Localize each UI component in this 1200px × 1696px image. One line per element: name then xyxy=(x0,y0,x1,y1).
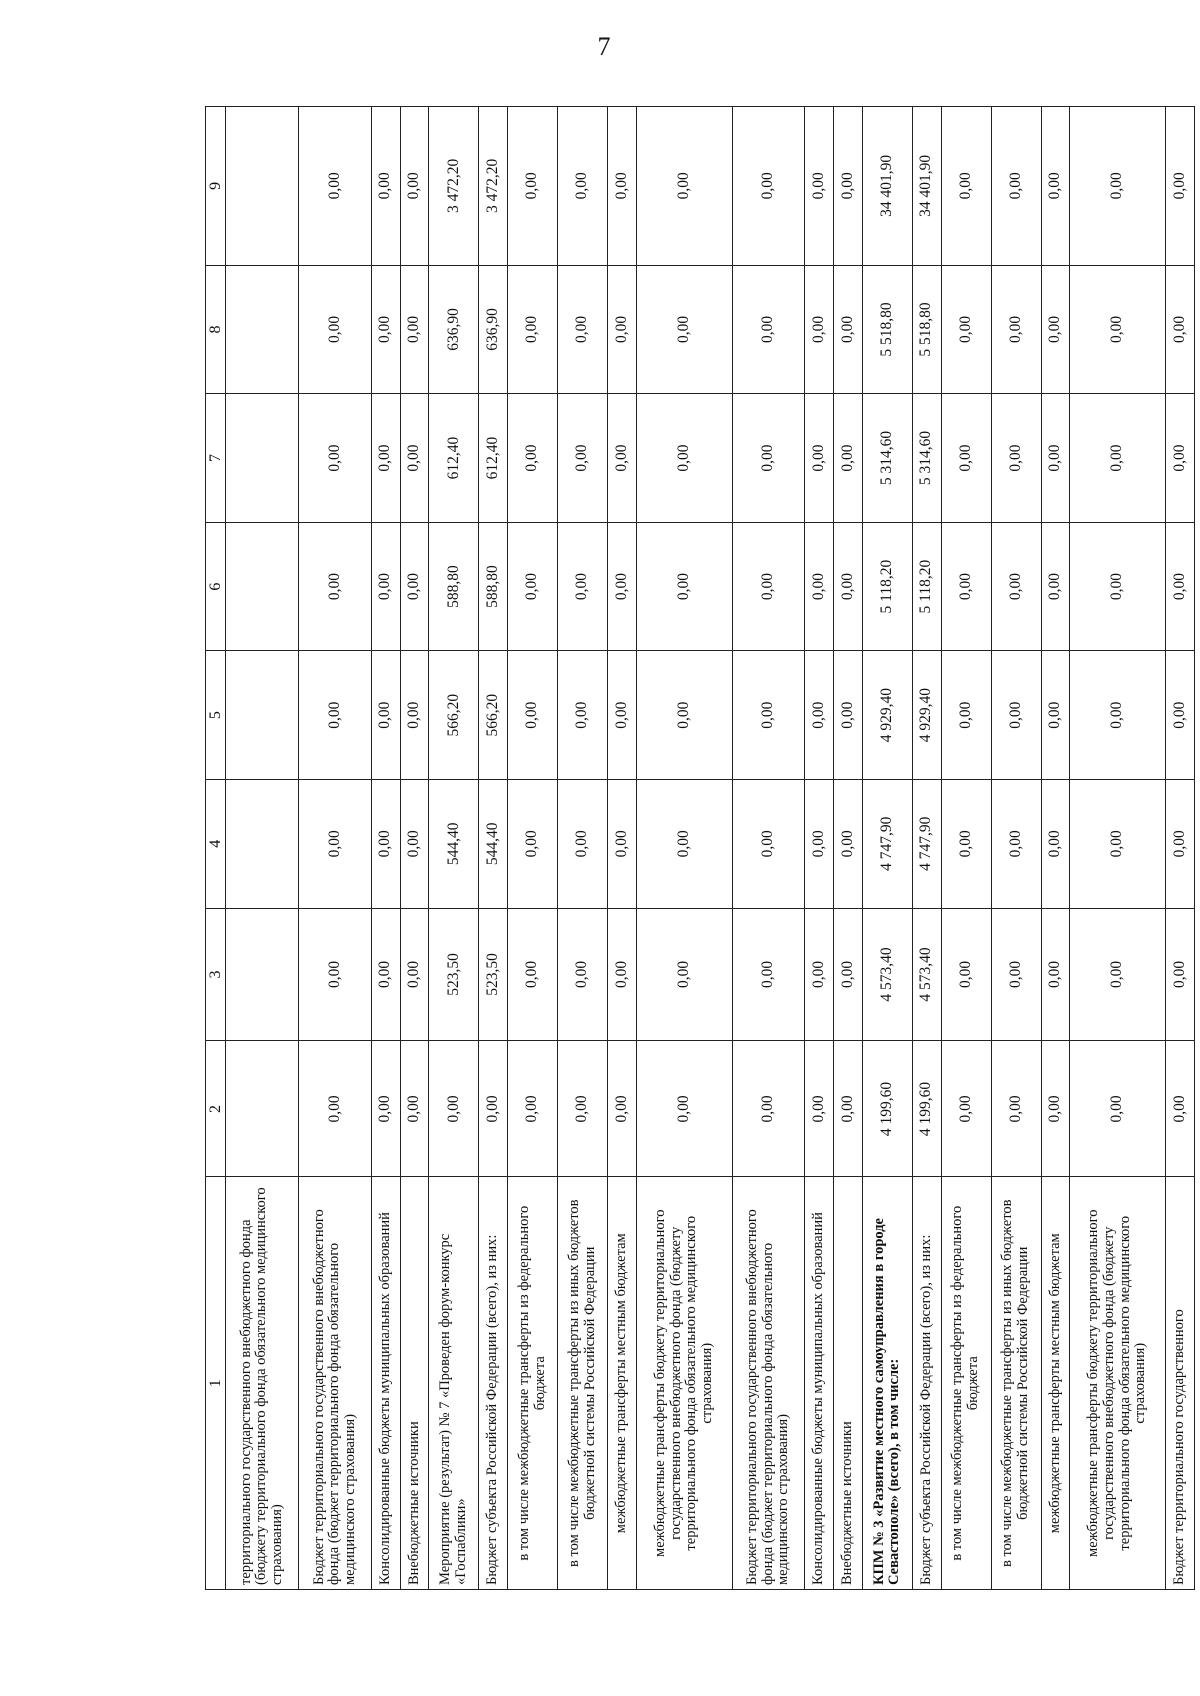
value-cell: 0,00 xyxy=(834,1041,863,1177)
value-cell: 544,40 xyxy=(479,779,508,908)
value-cell: 0,00 xyxy=(400,522,429,651)
value-cell: 0,00 xyxy=(299,522,372,651)
value-cell: 0,00 xyxy=(941,651,991,780)
table-row xyxy=(1041,107,1070,1590)
value-cell: 0,00 xyxy=(1166,1041,1195,1177)
value-cell: 5 518,80 xyxy=(912,265,941,394)
value-cell: 0,00 xyxy=(608,522,637,651)
value-cell xyxy=(226,651,299,780)
value-cell: 0,00 xyxy=(991,107,1041,266)
table-row xyxy=(400,107,429,1590)
value-cell: 4 573,40 xyxy=(862,908,912,1041)
value-cell xyxy=(226,779,299,908)
table-row xyxy=(636,107,732,1590)
table-row xyxy=(912,107,941,1590)
value-cell: 0,00 xyxy=(732,107,805,266)
value-cell: 0,00 xyxy=(805,651,834,780)
value-cell: 588,80 xyxy=(429,522,479,651)
row-label: Бюджет территориального государственного xyxy=(1166,1177,1195,1590)
table-row xyxy=(1070,107,1166,1590)
value-cell: 0,00 xyxy=(834,265,863,394)
value-cell: 0,00 xyxy=(1041,265,1070,394)
value-cell: 0,00 xyxy=(805,394,834,523)
value-cell: 4 929,40 xyxy=(862,651,912,780)
value-cell: 0,00 xyxy=(1070,522,1166,651)
value-cell: 0,00 xyxy=(608,265,637,394)
row-label: Бюджет субъекта Российской Федерации (всего), из них: xyxy=(479,1177,508,1590)
value-cell: 4 199,60 xyxy=(912,1041,941,1177)
value-cell: 0,00 xyxy=(608,908,637,1041)
row-label: Консолидированные бюджеты муниципальных образований xyxy=(371,1177,400,1590)
value-cell: 0,00 xyxy=(558,394,608,523)
value-cell: 0,00 xyxy=(1166,522,1195,651)
table-body xyxy=(226,107,1195,1590)
table-row xyxy=(226,107,299,1590)
value-cell: 0,00 xyxy=(1070,107,1166,266)
value-cell: 523,50 xyxy=(479,908,508,1041)
row-label: в том числе межбюджетные трансферты из иных бюджетов бюджетной системы Российской Федерации xyxy=(991,1177,1041,1590)
value-cell: 0,00 xyxy=(299,651,372,780)
row-label: Бюджет территориального государственного внебюджетного фонда (бюджет территориального фонда обязательного медицинского страхования) xyxy=(299,1177,372,1590)
value-cell: 0,00 xyxy=(1070,908,1166,1041)
value-cell: 0,00 xyxy=(299,107,372,266)
value-cell: 0,00 xyxy=(608,779,637,908)
value-cell: 0,00 xyxy=(558,265,608,394)
value-cell: 4 929,40 xyxy=(912,651,941,780)
value-cell: 0,00 xyxy=(1166,908,1195,1041)
value-cell: 0,00 xyxy=(732,779,805,908)
table-row xyxy=(429,107,479,1590)
column-header-3: 3 xyxy=(206,908,226,1041)
value-cell: 0,00 xyxy=(479,1041,508,1177)
value-cell: 0,00 xyxy=(508,522,558,651)
table-row xyxy=(371,107,400,1590)
value-cell: 0,00 xyxy=(400,394,429,523)
value-cell: 566,20 xyxy=(479,651,508,780)
value-cell: 0,00 xyxy=(1070,779,1166,908)
value-cell: 0,00 xyxy=(371,265,400,394)
value-cell: 4 747,90 xyxy=(862,779,912,908)
value-cell: 0,00 xyxy=(608,651,637,780)
value-cell: 0,00 xyxy=(941,908,991,1041)
value-cell: 0,00 xyxy=(941,107,991,266)
value-cell: 0,00 xyxy=(991,651,1041,780)
value-cell: 0,00 xyxy=(371,779,400,908)
value-cell: 0,00 xyxy=(991,522,1041,651)
value-cell: 0,00 xyxy=(732,908,805,1041)
row-label: Консолидированные бюджеты муниципальных образований xyxy=(805,1177,834,1590)
table-row xyxy=(805,107,834,1590)
row-label: в том числе межбюджетные трансферты из федерального бюджета xyxy=(941,1177,991,1590)
value-cell: 0,00 xyxy=(805,522,834,651)
value-cell: 0,00 xyxy=(371,394,400,523)
row-label: Мероприятие (результат) № 7 «Проведен форум-конкурс «Госпаблики» xyxy=(429,1177,479,1590)
value-cell: 5 314,60 xyxy=(862,394,912,523)
table-row xyxy=(862,107,912,1590)
value-cell: 0,00 xyxy=(636,265,732,394)
value-cell xyxy=(226,394,299,523)
value-cell: 4 747,90 xyxy=(912,779,941,908)
value-cell: 0,00 xyxy=(1041,1041,1070,1177)
value-cell: 0,00 xyxy=(508,651,558,780)
value-cell: 0,00 xyxy=(608,107,637,266)
value-cell xyxy=(226,908,299,1041)
table-row xyxy=(941,107,991,1590)
value-cell: 0,00 xyxy=(558,908,608,1041)
value-cell: 34 401,90 xyxy=(912,107,941,266)
value-cell: 0,00 xyxy=(732,651,805,780)
value-cell: 0,00 xyxy=(805,107,834,266)
value-cell: 0,00 xyxy=(299,779,372,908)
value-cell: 0,00 xyxy=(1070,394,1166,523)
row-label: Бюджет территориального государственного внебюджетного фонда (бюджет территориального фонда обязательного медицинского страхования) xyxy=(732,1177,805,1590)
value-cell: 0,00 xyxy=(636,779,732,908)
column-header-8: 8 xyxy=(206,265,226,394)
header-row xyxy=(206,107,226,1590)
value-cell: 0,00 xyxy=(636,1041,732,1177)
value-cell: 0,00 xyxy=(371,908,400,1041)
value-cell: 0,00 xyxy=(508,394,558,523)
value-cell: 566,20 xyxy=(429,651,479,780)
value-cell: 0,00 xyxy=(805,1041,834,1177)
value-cell: 636,90 xyxy=(479,265,508,394)
value-cell: 523,50 xyxy=(429,908,479,1041)
column-header-4: 4 xyxy=(206,779,226,908)
value-cell: 0,00 xyxy=(732,522,805,651)
value-cell: 0,00 xyxy=(558,522,608,651)
value-cell: 0,00 xyxy=(1041,779,1070,908)
value-cell: 0,00 xyxy=(1041,107,1070,266)
value-cell: 0,00 xyxy=(508,779,558,908)
column-header-9: 9 xyxy=(206,107,226,266)
value-cell: 0,00 xyxy=(371,522,400,651)
value-cell: 0,00 xyxy=(608,394,637,523)
row-label: межбюджетные трансферты местным бюджетам xyxy=(1041,1177,1070,1590)
value-cell: 0,00 xyxy=(1041,394,1070,523)
value-cell: 0,00 xyxy=(400,1041,429,1177)
value-cell: 0,00 xyxy=(941,265,991,394)
value-cell: 0,00 xyxy=(299,394,372,523)
value-cell: 0,00 xyxy=(732,1041,805,1177)
value-cell: 0,00 xyxy=(299,1041,372,1177)
column-header-2: 2 xyxy=(206,1041,226,1177)
value-cell: 544,40 xyxy=(429,779,479,908)
value-cell xyxy=(226,522,299,651)
row-label: КПМ № 3 «Развитие местного самоуправления в городе Севастополе» (всего), в том числе: xyxy=(862,1177,912,1590)
value-cell: 0,00 xyxy=(400,107,429,266)
value-cell: 4 199,60 xyxy=(862,1041,912,1177)
table-row xyxy=(479,107,508,1590)
table-row xyxy=(558,107,608,1590)
value-cell: 0,00 xyxy=(558,1041,608,1177)
value-cell: 0,00 xyxy=(834,779,863,908)
value-cell: 0,00 xyxy=(371,107,400,266)
value-cell: 0,00 xyxy=(636,107,732,266)
column-header-6: 6 xyxy=(206,522,226,651)
row-label: межбюджетные трансферты бюджету территориального государственного внебюджетного фонда (бюджету территориального фонда обязательного медицинского страхования) xyxy=(1070,1177,1166,1590)
value-cell: 0,00 xyxy=(1041,522,1070,651)
value-cell: 4 573,40 xyxy=(912,908,941,1041)
value-cell: 0,00 xyxy=(636,394,732,523)
value-cell: 0,00 xyxy=(299,265,372,394)
value-cell: 0,00 xyxy=(508,908,558,1041)
value-cell xyxy=(226,265,299,394)
value-cell: 0,00 xyxy=(1166,265,1195,394)
value-cell: 34 401,90 xyxy=(862,107,912,266)
value-cell: 0,00 xyxy=(991,779,1041,908)
value-cell: 0,00 xyxy=(299,908,372,1041)
table-row xyxy=(1166,107,1195,1590)
table-header xyxy=(206,107,226,1590)
table-row xyxy=(732,107,805,1590)
row-label: межбюджетные трансферты местным бюджетам xyxy=(608,1177,637,1590)
value-cell: 588,80 xyxy=(479,522,508,651)
value-cell: 0,00 xyxy=(834,107,863,266)
value-cell xyxy=(226,107,299,266)
value-cell: 0,00 xyxy=(1166,651,1195,780)
value-cell: 0,00 xyxy=(732,394,805,523)
row-label: в том числе межбюджетные трансферты из федерального бюджета xyxy=(508,1177,558,1590)
column-header-5: 5 xyxy=(206,651,226,780)
value-cell: 0,00 xyxy=(636,651,732,780)
value-cell: 0,00 xyxy=(636,522,732,651)
value-cell: 0,00 xyxy=(558,107,608,266)
row-label: территориального государственного внебюджетного фонда (бюджету территориального фонда обязательного медицинского страхования) xyxy=(226,1177,299,1590)
value-cell: 0,00 xyxy=(608,1041,637,1177)
table-row xyxy=(834,107,863,1590)
value-cell: 0,00 xyxy=(805,265,834,394)
value-cell: 0,00 xyxy=(400,779,429,908)
value-cell: 0,00 xyxy=(1070,1041,1166,1177)
table-row xyxy=(508,107,558,1590)
value-cell: 0,00 xyxy=(941,1041,991,1177)
value-cell: 0,00 xyxy=(805,779,834,908)
value-cell: 5 118,20 xyxy=(912,522,941,651)
row-label: в том числе межбюджетные трансферты из иных бюджетов бюджетной системы Российской Федерации xyxy=(558,1177,608,1590)
value-cell: 0,00 xyxy=(991,394,1041,523)
value-cell: 0,00 xyxy=(941,522,991,651)
row-label: межбюджетные трансферты бюджету территориального государственного внебюджетного фонда (бюджету территориального фонда обязательного медицинского страхования) xyxy=(636,1177,732,1590)
value-cell: 0,00 xyxy=(508,107,558,266)
row-label: Бюджет субъекта Российской Федерации (всего), из них: xyxy=(912,1177,941,1590)
value-cell: 0,00 xyxy=(991,265,1041,394)
value-cell: 612,40 xyxy=(429,394,479,523)
page-number: 7 xyxy=(597,32,611,61)
value-cell: 0,00 xyxy=(371,1041,400,1177)
value-cell: 0,00 xyxy=(941,779,991,908)
value-cell: 0,00 xyxy=(834,908,863,1041)
value-cell: 0,00 xyxy=(400,651,429,780)
value-cell: 0,00 xyxy=(371,651,400,780)
value-cell: 0,00 xyxy=(400,265,429,394)
value-cell: 0,00 xyxy=(1041,908,1070,1041)
value-cell: 0,00 xyxy=(429,1041,479,1177)
table-row xyxy=(608,107,637,1590)
value-cell: 636,90 xyxy=(429,265,479,394)
value-cell: 0,00 xyxy=(834,522,863,651)
value-cell: 0,00 xyxy=(1166,394,1195,523)
table-row xyxy=(299,107,372,1590)
value-cell: 5 314,60 xyxy=(912,394,941,523)
value-cell: 612,40 xyxy=(479,394,508,523)
value-cell: 5 118,20 xyxy=(862,522,912,651)
value-cell: 0,00 xyxy=(941,394,991,523)
table-row xyxy=(991,107,1041,1590)
value-cell: 0,00 xyxy=(558,779,608,908)
value-cell: 0,00 xyxy=(636,908,732,1041)
value-cell: 0,00 xyxy=(558,651,608,780)
value-cell: 3 472,20 xyxy=(479,107,508,266)
row-label: Внебюджетные источники xyxy=(834,1177,863,1590)
budget-table xyxy=(205,106,1195,1590)
value-cell: 0,00 xyxy=(1166,779,1195,908)
value-cell: 0,00 xyxy=(732,265,805,394)
value-cell: 0,00 xyxy=(834,651,863,780)
value-cell xyxy=(226,1041,299,1177)
value-cell: 0,00 xyxy=(1166,107,1195,266)
value-cell: 0,00 xyxy=(508,1041,558,1177)
value-cell: 0,00 xyxy=(1070,651,1166,780)
row-label: Внебюджетные источники xyxy=(400,1177,429,1590)
value-cell: 5 518,80 xyxy=(862,265,912,394)
value-cell: 0,00 xyxy=(991,908,1041,1041)
value-cell: 0,00 xyxy=(400,908,429,1041)
value-cell: 0,00 xyxy=(1070,265,1166,394)
value-cell: 3 472,20 xyxy=(429,107,479,266)
value-cell: 0,00 xyxy=(834,394,863,523)
value-cell: 0,00 xyxy=(805,908,834,1041)
rotated-table-wrapper xyxy=(205,106,1195,1590)
value-cell: 0,00 xyxy=(991,1041,1041,1177)
column-header-7: 7 xyxy=(206,394,226,523)
column-header-1: 1 xyxy=(206,1177,226,1590)
value-cell: 0,00 xyxy=(1041,651,1070,780)
value-cell: 0,00 xyxy=(508,265,558,394)
